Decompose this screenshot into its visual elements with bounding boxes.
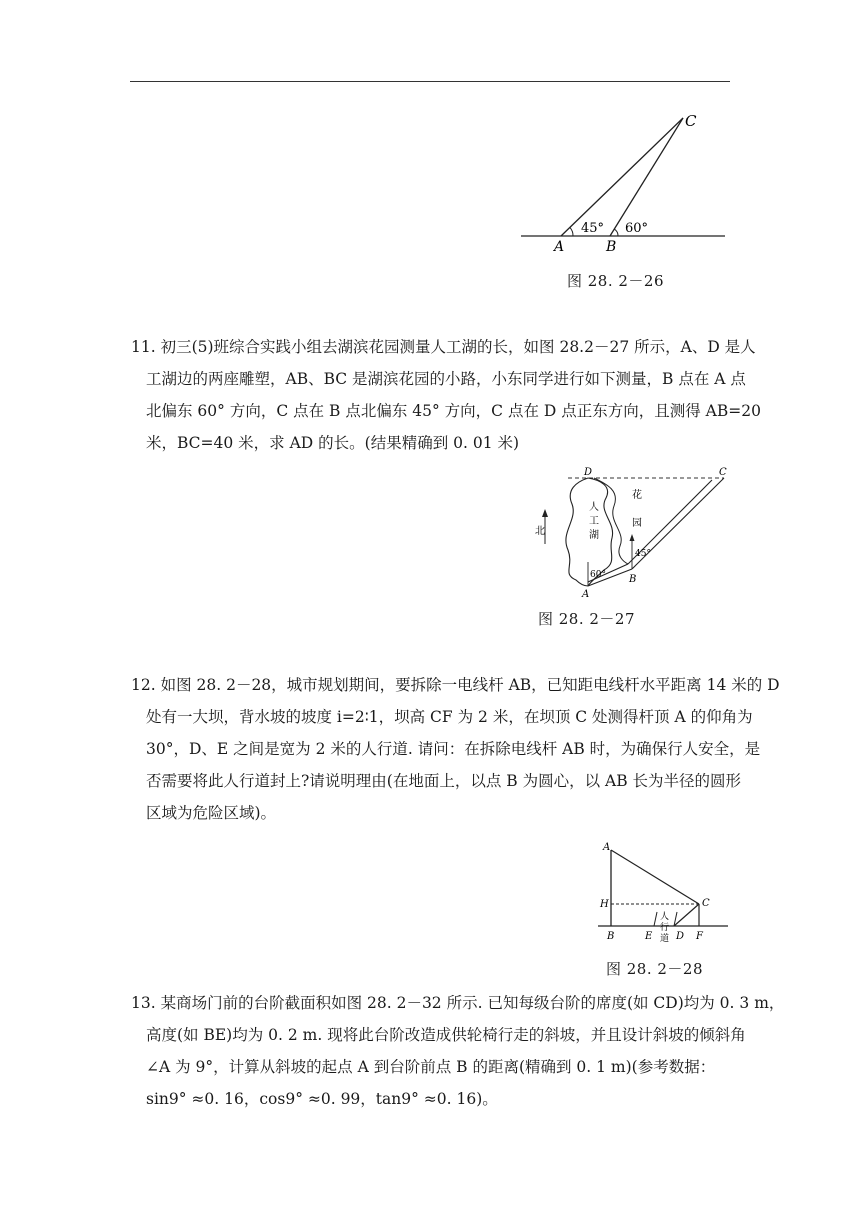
question-13-line: 13. 某商场门前的台阶截面积如图 28. 2－32 所示. 已知每级台阶的席度(如 CD)均为 0. 3 m， xyxy=(131,994,785,1012)
sidewalk-text: 人 xyxy=(660,912,670,922)
label-b: B xyxy=(629,574,637,585)
lake-text: 人 xyxy=(589,502,599,513)
question-13-line: sin9° ≈0. 16，cos9° ≈0. 99，tan9° ≈0. 16)。 xyxy=(146,1090,498,1108)
label-f: F xyxy=(696,931,703,942)
dam-slope xyxy=(674,904,699,926)
figure-28-2-27 xyxy=(528,462,740,598)
line-ac xyxy=(561,118,683,236)
question-11-line: 11. 初三(5)班综合实践小组去湖滨花园测量人工湖的长，如图 28.2－27 所示，A、D 是人 xyxy=(131,338,756,356)
caption-28-2-28: 图 28. 2－28 xyxy=(606,960,704,978)
line-ac xyxy=(611,850,699,904)
angle-a-label: 45° xyxy=(581,221,605,236)
question-12-line: 处有一大坝，背水坡的坡度 i=2∶1，坝高 CF 为 2 米，在坝顶 C 处测得杆顶 A 的仰角为 xyxy=(146,708,753,726)
sidewalk-edge-e xyxy=(654,912,657,926)
angle-b-arc xyxy=(615,229,619,236)
question-12-line: 区域为危险区域)。 xyxy=(146,804,277,822)
label-c: C xyxy=(702,898,710,909)
angle-a-arc xyxy=(570,228,573,236)
label-d: D xyxy=(584,467,593,478)
question-13 xyxy=(131,987,785,1115)
angle-b-label: 60° xyxy=(625,221,649,236)
label-c: C xyxy=(719,467,727,478)
question-11-line: 工湖边的两座雕塑，AB、BC 是湖滨花园的小路，小东同学进行如下测量，B 点在 A 点 xyxy=(146,370,746,388)
header-rule xyxy=(130,81,730,82)
angle-45-label: 45° xyxy=(635,549,651,559)
line-bc xyxy=(610,118,683,236)
north-arrow-icon xyxy=(542,509,548,517)
label-e: E xyxy=(645,931,653,942)
lake-left-shore xyxy=(566,478,588,586)
label-h: H xyxy=(600,899,609,910)
lake-text: 工 xyxy=(589,516,599,527)
north-at-b-arrow xyxy=(630,534,635,541)
angle-60-label: 60° xyxy=(590,570,606,580)
label-b: B xyxy=(606,239,617,255)
figure-28-2-26 xyxy=(515,108,730,258)
question-12 xyxy=(131,669,780,829)
question-12-line: 30°，D、E 之间是宽为 2 米的人行道. 请问：在拆除电线杆 AB 时，为确保行人安全，是 xyxy=(146,740,761,758)
label-c: C xyxy=(685,112,697,130)
figure-28-2-28 xyxy=(592,838,732,948)
north-label: 北 xyxy=(535,526,545,537)
question-11 xyxy=(131,331,761,459)
caption-28-2-26: 图 28. 2－26 xyxy=(567,272,665,290)
question-13-line: 高度(如 BE)均为 0. 2 m. 现将此台阶改造成供轮椅行走的斜坡，并且设计斜坡的倾斜角 xyxy=(146,1026,746,1044)
lake-text: 湖 xyxy=(589,530,599,541)
label-d: D xyxy=(676,931,685,942)
garden-text: 园 xyxy=(632,518,642,529)
sidewalk-text: 行 xyxy=(660,923,670,933)
question-12-line: 否需要将此人行道封上?请说明理由(在地面上，以点 B 为圆心，以 AB 长为半径的圆形 xyxy=(146,772,742,790)
label-a: A xyxy=(554,239,565,255)
garden-text: 花 xyxy=(632,490,642,501)
question-11-line: 北偏东 60° 方向，C 点在 B 点北偏东 45° 方向，C 点在 D 点正东方向，且测得 AB=20 xyxy=(146,402,761,420)
label-a: A xyxy=(582,589,590,598)
sidewalk-text: 道 xyxy=(660,934,670,944)
question-13-line: ∠A 为 9°，计算从斜坡的起点 A 到台阶前点 B 的距离(精确到 0. 1 m)(参考数据： xyxy=(146,1058,716,1076)
question-11-line: 米，BC=40 米，求 AD 的长。(结果精确到 0. 01 米) xyxy=(146,434,520,452)
label-a: A xyxy=(603,842,611,853)
caption-28-2-27: 图 28. 2－27 xyxy=(538,610,636,628)
question-12-line: 12. 如图 28. 2－28，城市规划期间，要拆除一电线杆 AB，已知距电线杆水平距离 14 米的 D xyxy=(131,676,780,694)
label-b: B xyxy=(607,931,615,942)
